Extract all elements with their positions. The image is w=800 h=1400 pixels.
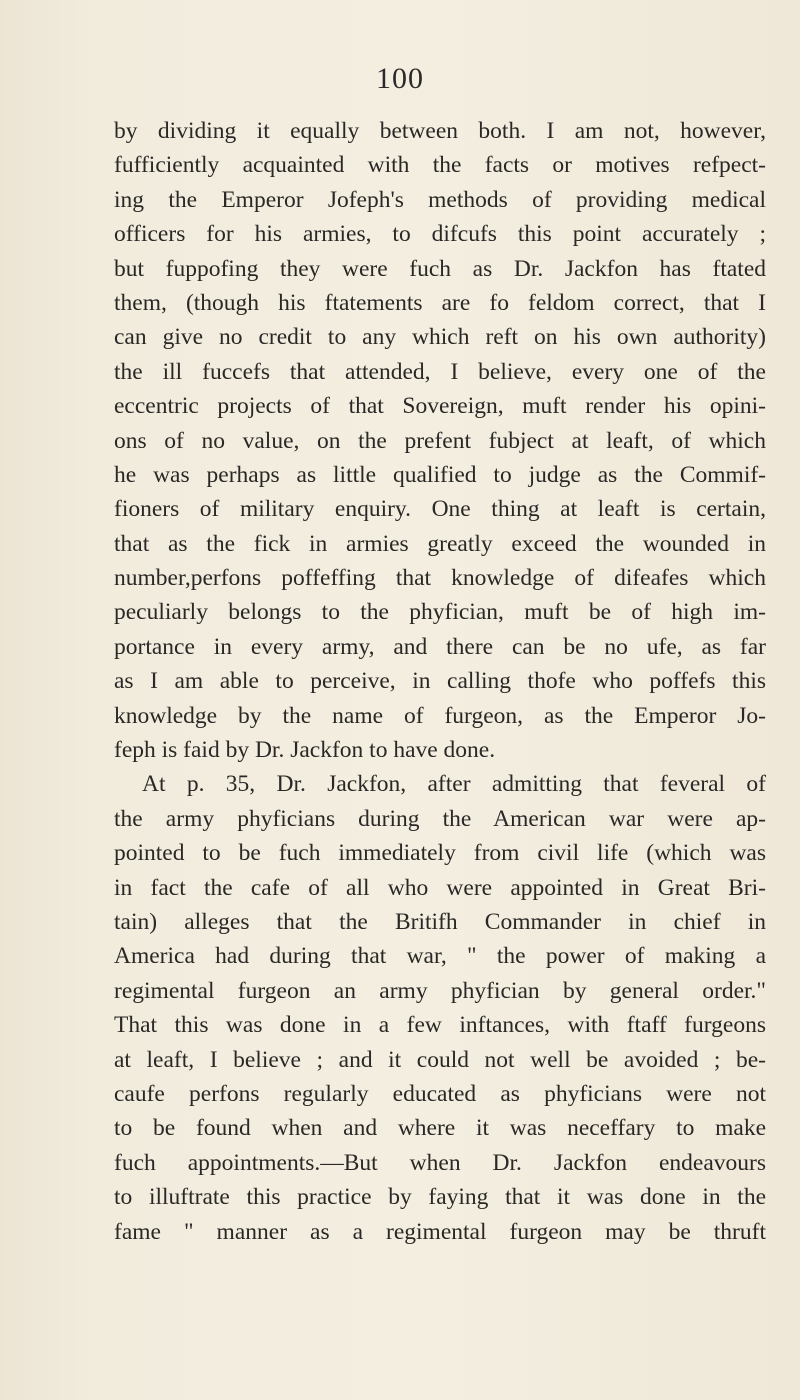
text-line: tain) alleges that the Britifh Commander in chief in (114, 908, 766, 935)
text-line: fuch appointments.—But when Dr. Jackfon endeavours (114, 1149, 766, 1176)
body-text (114, 114, 766, 1249)
text-line: by dividing it equally between both. I am not, however, (114, 118, 766, 144)
text-line: he was perhaps as little qualified to judge as the Commif- (114, 461, 766, 488)
text-line: America had during that war, " the power of making a (114, 943, 766, 970)
text-line: fioners of military enquiry. One thing at leaft is certain, (114, 496, 766, 523)
text-line: officers for his armies, to difcufs this point accurately ; (114, 221, 766, 248)
text-line: to be found when and where it was neceffary to make (114, 1115, 766, 1142)
text-line: eccentric projects of that Sovereign, muft render his opini- (114, 393, 766, 420)
text-line: as I am able to perceive, in calling thofe who poffefs this (114, 668, 766, 695)
text-line: the ill fuccefs that attended, I believe, every one of the (114, 358, 766, 385)
text-line: That this was done in a few inftances, with ftaff furgeons (114, 1012, 766, 1039)
text-line: knowledge by the name of furgeon, as the Emperor Jo- (114, 702, 766, 729)
text-line: fufficiently acquainted with the facts or motives refpect- (114, 152, 766, 179)
text-line: caufe perfons regularly educated as phyficians were not (114, 1080, 766, 1107)
text-line: that as the fick in armies greatly exceed the wounded in (114, 530, 766, 557)
text-line: ons of no value, on the prefent fubject at leaft, of which (114, 427, 766, 454)
text-line: the army phyficians during the American war were ap- (114, 805, 766, 832)
text-line: peculiarly belongs to the phyfician, muft be of high im- (114, 599, 766, 626)
text-line: to illuftrate this practice by faying that it was done in the (114, 1184, 766, 1211)
text-line: can give no credit to any which reft on his own authority) (114, 324, 766, 351)
text-line: but fuppofing they were fuch as Dr. Jackfon has ftated (114, 255, 766, 282)
text-line: ing the Emperor Jofeph's methods of providing medical (114, 186, 766, 213)
text-line: fame " manner as a regimental furgeon may be thruft (114, 1218, 766, 1245)
text-line: them, (though his ftatements are fo feldom correct, that I (114, 289, 766, 316)
text-line: At p. 35, Dr. Jackfon, after admitting that feveral of (142, 771, 766, 798)
text-line: pointed to be fuch immediately from civil life (which was (114, 840, 766, 867)
text-line: at leaft, I believe ; and it could not well be avoided ; be- (114, 1046, 766, 1073)
text-line: feph is faid by Dr. Jackfon to have done. (114, 737, 496, 764)
text-line: regimental furgeon an army phyfician by general order." (114, 977, 766, 1004)
text-line: portance in every army, and there can be no ufe, as far (114, 633, 766, 660)
text-line: in fact the cafe of all who were appointed in Great Bri- (114, 874, 766, 901)
text-line: number,perfons poffeffing that knowledge of difeafes which (114, 565, 766, 592)
page-number: 100 (376, 62, 424, 95)
